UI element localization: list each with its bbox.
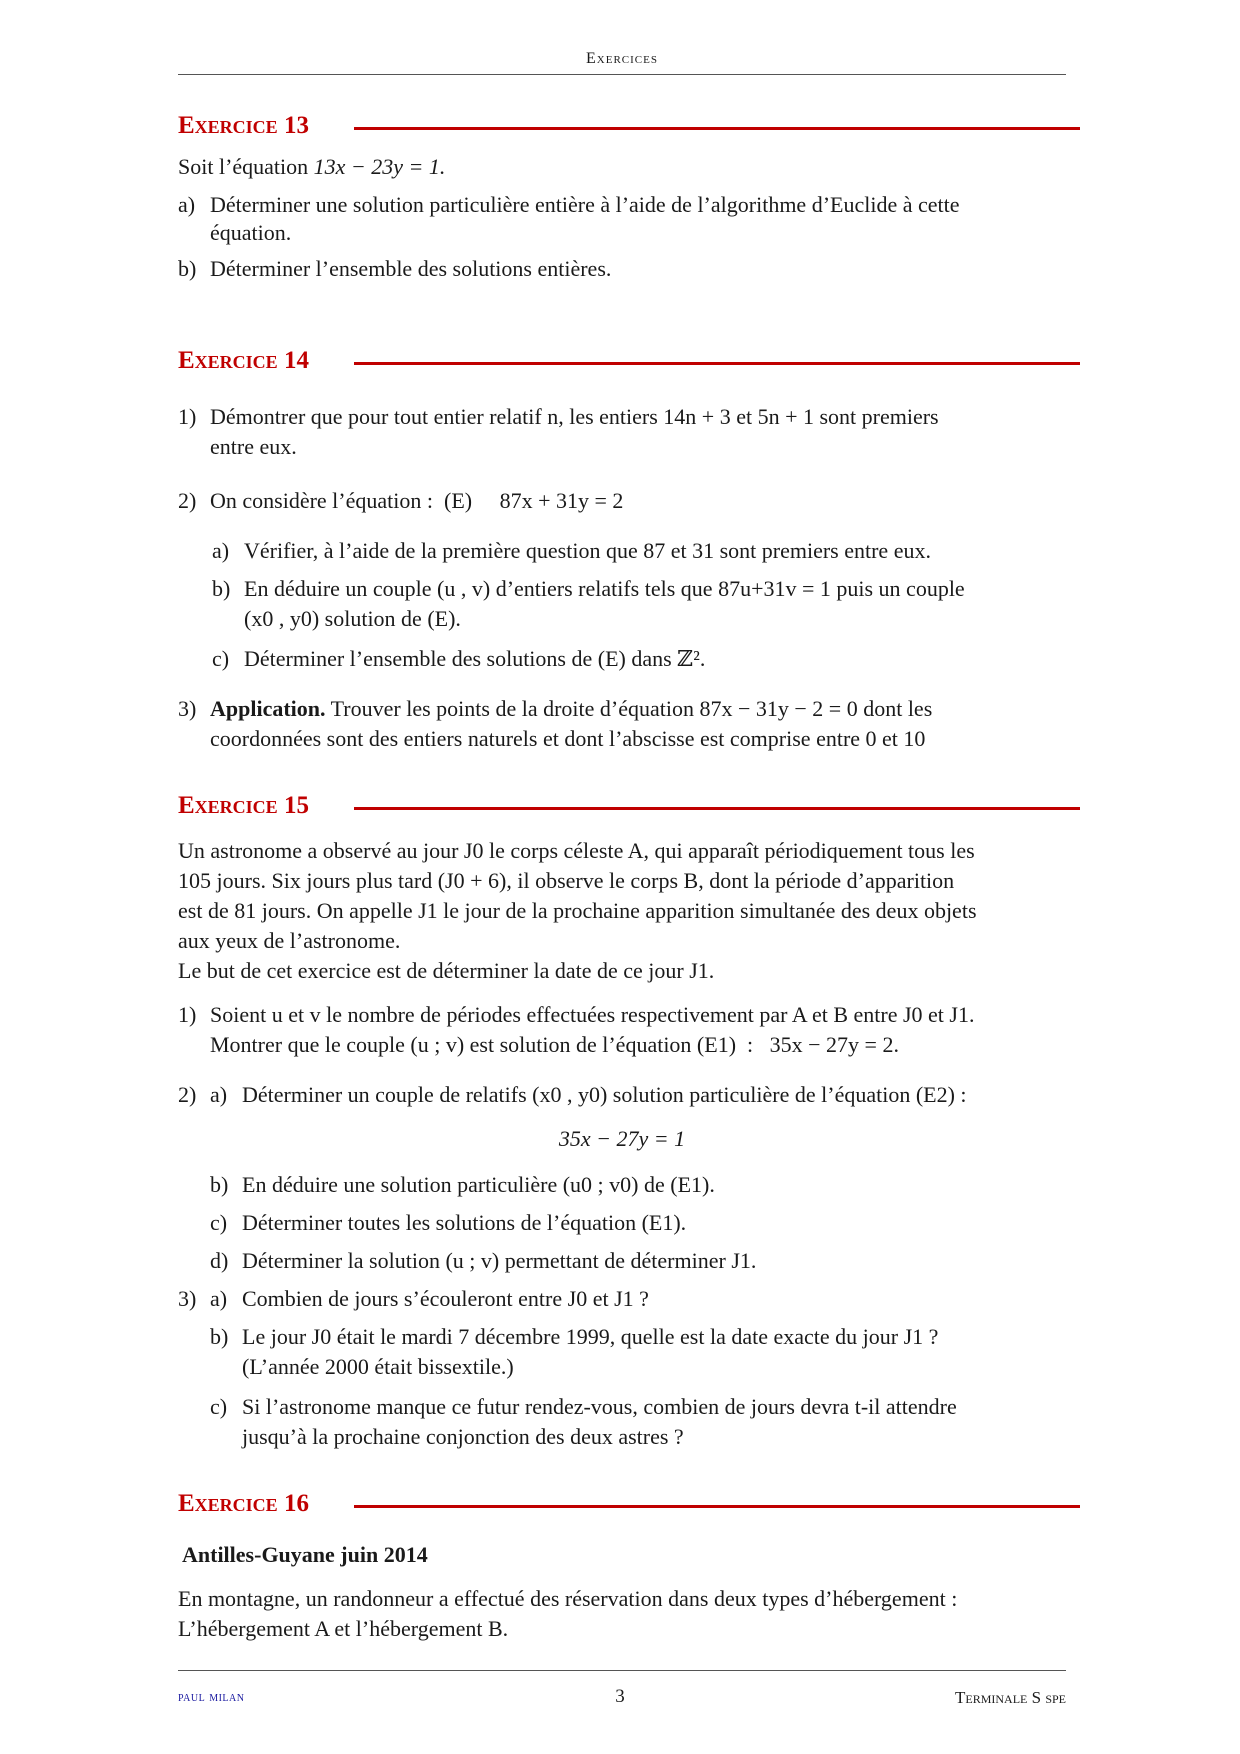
ex15-para-line2: 105 jours. Six jours plus tard (J0 + 6), il observe le corps B, dont la période d’apparition xyxy=(178,868,955,893)
exercise-14-rule xyxy=(354,362,1080,365)
ex15-q2a-equation: 35x − 27y = 1 xyxy=(558,1126,686,1151)
ex15-q3b-text-line1: Le jour J0 était le mardi 7 décembre 1999, quelle est la date exacte du jour J1 ? xyxy=(242,1324,939,1349)
ex14-q2b-label: b) xyxy=(212,576,231,601)
ex15-q2d-text: Déterminer la solution (u ; v) permettant de déterminer J1. xyxy=(242,1248,757,1273)
ex15-q2c-text: Déterminer toutes les solutions de l’équation (E1). xyxy=(242,1210,687,1235)
ex15-q1-text-line1: Soient u et v le nombre de périodes effectuées respectivement par A et B entre J0 et J1. xyxy=(210,1002,975,1027)
ex15-q1-text-line2: Montrer que le couple (u ; v) est solution de l’équation (E1) : 35x − 27y = 2. xyxy=(210,1032,899,1057)
ex15-q3-label: 3) xyxy=(178,1286,197,1311)
ex13-b-text: Déterminer l’ensemble des solutions entières. xyxy=(210,256,612,281)
ex15-q2a-label: a) xyxy=(210,1082,228,1107)
ex13-a-text-line2: équation. xyxy=(210,220,292,245)
ex14-q2c-text: Déterminer l’ensemble des solutions de (E) dans ℤ². xyxy=(244,646,706,671)
ex14-q2c-label: c) xyxy=(212,646,230,671)
running-header: Exercices xyxy=(586,50,658,67)
ex15-q3b-label: b) xyxy=(210,1324,229,1349)
exercise-15-rule xyxy=(354,807,1080,810)
ex14-q3-label: 3) xyxy=(178,696,197,721)
footer-course: Terminale S spe xyxy=(954,1688,1066,1707)
ex15-q2b-text: En déduire une solution particulière (u0 ; v0) de (E1). xyxy=(242,1172,715,1197)
ex14-q1-label: 1) xyxy=(178,404,197,429)
ex15-q3c-label: c) xyxy=(210,1394,228,1419)
ex15-q2-label: 2) xyxy=(178,1082,197,1107)
ex14-q1-text-line2: entre eux. xyxy=(210,434,297,459)
ex15-q2c-label: c) xyxy=(210,1210,228,1235)
ex15-q2a-text: Déterminer un couple de relatifs (x0 , y0) solution particulière de l’équation (E2) : xyxy=(242,1082,967,1107)
ex14-q2b-text-line1: En déduire un couple (u , v) d’entiers relatifs tels que 87u+31v = 1 puis un couple xyxy=(244,576,965,601)
exercise-14-title: Exercice 14 xyxy=(178,347,309,374)
ex15-q3c-text-line1: Si l’astronome manque ce futur rendez-vous, combien de jours devra t-il attendre xyxy=(242,1394,957,1419)
footer-rule xyxy=(178,1670,1066,1671)
ex15-q2b-label: b) xyxy=(210,1172,229,1197)
ex15-para-line4: aux yeux de l’astronome. xyxy=(178,928,401,953)
exercise-13-title: Exercice 13 xyxy=(178,112,309,139)
ex16-para-line1: En montagne, un randonneur a effectué des réservation dans deux types d’hébergement : xyxy=(178,1586,958,1611)
ex15-q3a-text: Combien de jours s’écouleront entre J0 et J1 ? xyxy=(242,1286,649,1311)
exercise-13-rule xyxy=(354,127,1080,130)
ex15-q3c-text-line2: jusqu’à la prochaine conjonction des deux astres ? xyxy=(242,1424,684,1449)
ex13-intro: Soit l’équation 13x − 23y = 1. xyxy=(178,154,446,179)
header-rule xyxy=(178,74,1066,75)
footer-author: paul milan xyxy=(178,1690,245,1705)
ex14-q2a-label: a) xyxy=(212,538,230,563)
ex15-q3b-text-line2: (L’année 2000 était bissextile.) xyxy=(242,1354,514,1379)
ex14-q2a-text: Vérifier, à l’aide de la première question que 87 et 31 sont premiers entre eux. xyxy=(244,538,931,563)
ex15-q3a-label: a) xyxy=(210,1286,228,1311)
ex14-q3-text-line2: coordonnées sont des entiers naturels et dont l’abscisse est comprise entre 0 et 10 xyxy=(210,726,926,751)
ex14-q2-text: On considère l’équation : (E) 87x + 31y = 2 xyxy=(210,488,624,513)
ex15-para-line5: Le but de cet exercice est de déterminer la date de ce jour J1. xyxy=(178,958,715,983)
ex15-para-line3: est de 81 jours. On appelle J1 le jour de la prochaine apparition simultanée des deux objets xyxy=(178,898,977,923)
ex13-a-label: a) xyxy=(178,192,196,217)
ex13-b-label: b) xyxy=(178,256,197,281)
ex15-para-line1: Un astronome a observé au jour J0 le corps céleste A, qui apparaît périodiquement tous les xyxy=(178,838,975,863)
exercise-15-title: Exercice 15 xyxy=(178,792,309,819)
ex14-q1-text-line1: Démontrer que pour tout entier relatif n, les entiers 14n + 3 et 5n + 1 sont premiers xyxy=(210,404,939,429)
ex15-q2d-label: d) xyxy=(210,1248,229,1273)
ex13-a-text-line1: Déterminer une solution particulière entière à l’aide de l’algorithme d’Euclide à cette xyxy=(210,192,960,217)
ex15-q1-label: 1) xyxy=(178,1002,197,1027)
ex16-para-line2: L’hébergement A et l’hébergement B. xyxy=(178,1616,509,1641)
page-number: 3 xyxy=(615,1686,625,1707)
ex14-q2b-text-line2: (x0 , y0) solution de (E). xyxy=(244,606,461,631)
ex14-q3-text-line1: Application. Trouver les points de la droite d’équation 87x − 31y − 2 = 0 dont les xyxy=(210,696,933,721)
exercise-16-rule xyxy=(354,1505,1080,1508)
exercise-16-title: Exercice 16 xyxy=(178,1490,309,1517)
ex14-q2-label: 2) xyxy=(178,488,197,513)
ex16-source: Antilles-Guyane juin 2014 xyxy=(182,1542,428,1567)
